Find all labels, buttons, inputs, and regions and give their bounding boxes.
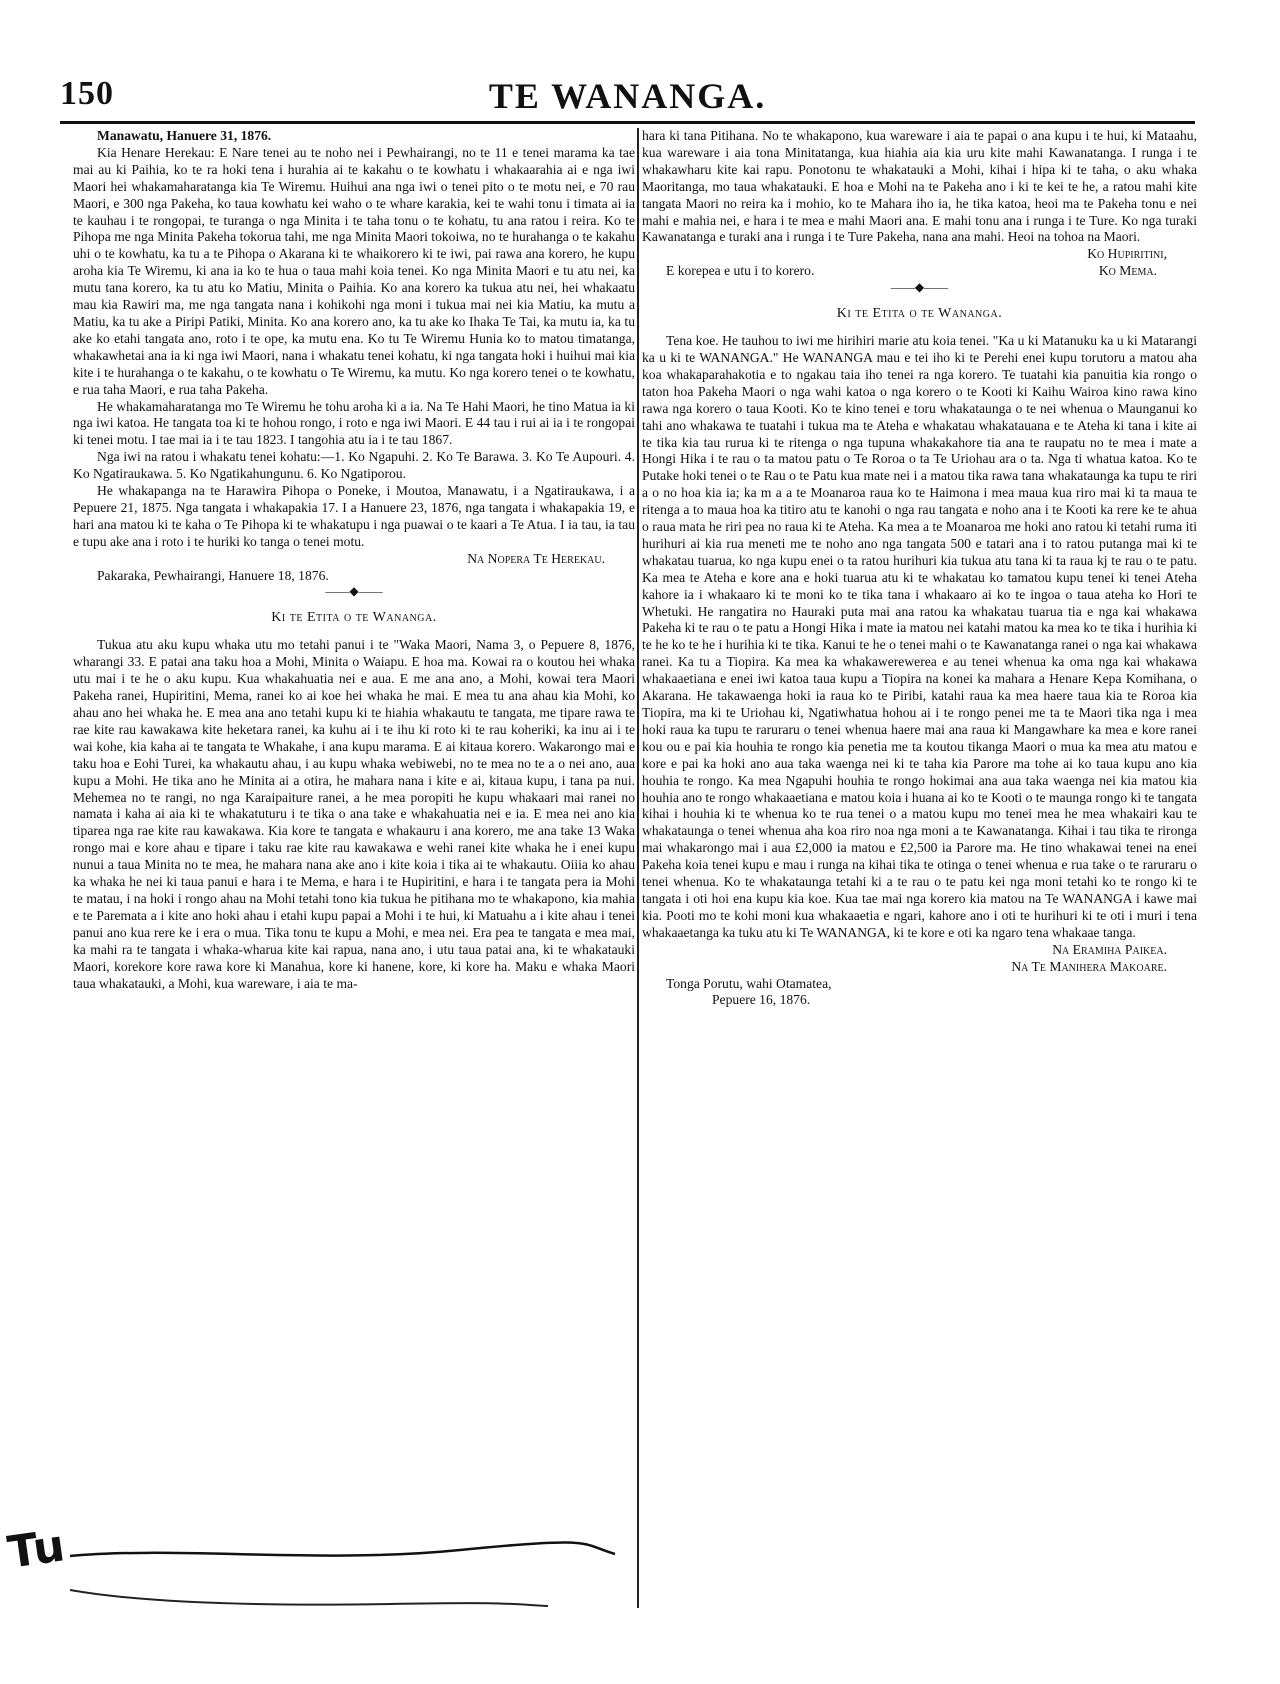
tribes-list: Nga iwi na ratou i whakatu tenei kohatu:—1. Ko Ngapuhi. 2. Ko Te Barawa. 3. Ko Te Aupouri. 4. Ko Ngatiraukawa. 5. Ko Ngatikahungunu. 6. Ko Ngatiporou. (73, 449, 635, 482)
letter-continuation: hara ki tana Pitihana. No te whakapono, kua wareware i aia te papai o ana kupu i te hui, ki Mataahu, kua wareware i aia tona Minitatanga, kua hiahia aia kia uru kite mahi Kawanatanga. I runga i te whakawharu kite kai rapu. Ponotonu te whakatauki a Mohi, kihai i hipa ki te taha, o aku whaka Maoritanga, mo taua whakatauki. E hoa e Mohi na te Pakeha ano i ki te kei te he, a ratou mahi kite tangata Maori no reira ka i mohio, ko te Mahara iho ia, he tika katoa, heoi ma te Pakeha tonu e nei mahi e mahia nei, e hara i te mea e mahi Maori ana. E mahi tonu ana i runga i te Ture. Ko nga turaki Kawanatanga e turaki ana i runga i te Ture Pakeha, nana ana mahi. Heoi na tohoa na Maori. (642, 128, 1197, 245)
signature-line (642, 263, 1197, 280)
date-line: Pepuere 16, 1876. (712, 992, 811, 1008)
left-column (73, 128, 635, 992)
signature: Na Nopera Te Herekau. (467, 550, 605, 566)
stray-ink-line (70, 1582, 550, 1612)
closing-remark: E korepea e utu i to korero. (666, 263, 815, 279)
section-title: Ki te Etita o te Wananga. (271, 610, 437, 626)
column-divider (637, 128, 639, 1608)
dateline: Manawatu, Hanuere 31, 1876. (97, 128, 272, 143)
signature: Na Te Manihera Makoare. (1011, 958, 1167, 974)
place-line: Tonga Porutu, wahi Otamatea, (666, 975, 832, 991)
page-header (60, 75, 1195, 123)
section-divider: ——◆—— (890, 280, 949, 295)
signature: Na Eramiha Paikea. (1052, 941, 1167, 957)
letter-body: Kia Henare Herekau: E Nare tenei au te noho nei i Pewhairangi, no te 11 e tenei marama ka tae mai au ki Paihia, ko te ra hoki tena i hurahia ai te kakahu o te kowhatu i whakaarahia ai e nga iwi Maori hei whakamaharatanga kia Te Wiremu. Huihui ana nga iwi o tenei pito o te motu nei, e 70 rau Maori, e 300 nga Pakeha, ko taua kowhatu kei waho o te whare karakia, kei te wahi tonu i timata ai ia te kauhau i te rongopai, te turanga o nga Minita i te taha tonu o te kohatu, tu ana ratou i reira. Ko te Pihopa me nga Minita Pakeha tokorua tahi, me nga Minita Maori tokoiwa, no te hurahanga o te kakahu uhi o te kowhatu, ka tu a te Pihopa o Akarana ki te whaikorero ki te iwi, pai rawa ana korero, he kupu aroha kia Te Wiremu, ki ana ia ko te hua o taua mahi koia tenei. Ko nga Minita Maori e tu atu nei, ka mutu tana korero, ka tu atu ko Matiu, Minita o Paihia. Ko ana korero ka tukua atu nei, hei whakaatu mau kia Rawiri ma, me nga tangata nana i kohikohi nga moni i tukua mai nei kia Matiu, ka mutu a Matiu, ka tu ake a Piripi Patiki, Minita. Ko ana korero ano, ka tu ake ko Ihaka Te Tai, ka mutu ia, ka tu ake ko etahi tangata ano, roto i te ope, ka mutu ena. Ko tu Te Wiremu Hunia ko to matou timatanga, whakawhetai ana ia ki nga iwi Maori, nana i whakatu tenei kohatu, ki nga tangata hoki i huihui mai kia kite i te hurahanga o te kakahu, o te kowhatu o Te Wiremu, ka mutu. Ko nga korero tenei o te kowhatu, e rua taha Maori, e rua taha Pakeha. (73, 144, 635, 397)
letter-body: Tena koe. He tauhou to iwi me hirihiri marie atu koia tenei. "Ka u ki Matanuku ka u ki Matarangi ka u ki te WANANGA." He WANANGA mau e tei iho ki te Perehi enei kupu torutoru a matou aha koa whakaparahakotia e to ngakau taia iho tenei ra nga korero. Te tuatahi kia panuitia kia rongo o taton hoa Pakeha Maori o nga wahi katoa o nga korero o te Kooti ki Kaihu Wairoa kino rawa kino rawa nga korero o taua Kooti. Ko te kino tenei e toru whakataunga o te nei whenua o Maunganui ko tahi ano whakawa te tuatahi i tukua ma te Ateha e whakatau whakatauana e te Ateha ki tana i kite ai te tika kia tau rurua ki te ritenga o nga tupuna whakakahore tia ana te raupatu no te mea i mate a Hongi Hika i te rau o ta matou patu o Te Roroa o ta Te Uriohau ara o ta. Nga ti whatua katoa. Ko te Putake hoki tenei o te Rau o te Patu kua mate nei i a matou tika rawa tana whakataunga ka tupu te riri a o no hoa kia ia; ka m a a te Moanaroa raua ko te Haimona i mea maua kua riro mai ki ta maua te ritenga a to maua hoa ka titiro atu te kanohi o nga rau tangata e noho ana i te Kooti ka rere ke te ahua o raua mata he riri pea no raua ki te Ateha. Ka mea a te Moanaroa me hoki ano ratou ki tetahi ruma iti hurihuri ai kia rua meneti me te noho ano nga tangata 500 e tatari ana i to ratou putanga mai ki te whakatau tuarua, ko nga kupu enei o ta ratou hurihuri kia tukua atu tana ki ta raua kj te rau o te patu. Ka mea te Ateha e kore ana e hoki tuarua atu ki te whakatau ko tamatou kupu tenei ki tenei Ateha kahore ia i whakaaro ki te moni ko te tika tana i whakaaro ai ko te ingoa o taua ateha ko Hori te Whetuki. He rangatira no Hauraki puta mai ana ratou ka whakatau tuarua tia e nga kai whakawa Pakeha ki te rau o te patu a Hongi Hika i mate ia matou nei katahi matou ka mea ko te tika i hurihia ki te he ko te he i hurihia ki te tika. Kanui te he o tenei mahi o te Kawanatanga ranei o nga kai whakawa ranei. Ka tu a Tiopira. Ka mea ka whakawerewerea e au tenei whenua ka oma nga kai whakawa whakaaetiana e enei iwi katoa taua kupu a Tiopira na konei ka mahara a Henare Kepa Komihana, o Akarana. He takawaenga hoki ia raua ko te Piribi, katahi raua ka mea haere taua kia te Roroa kia Tiopira, ma ki te Uriohau ki, Ngatiwhatua hohou ai i te rongo penei me ta te Maori tika nga i mea hoki raua ka tupu te raruraru o tenei whenua haere mai ana raua ki Mangawhare ka mea e kore ranei kou ou e pai kia houhia te rongo kia penetia me ta koutou tikanga Maori o mua ka mea atu matou e kore e pai ka hoki ano aua taka waenga nei ki te taha kia Parore ma tohe ai ko taua kupu ano kia houhia te rongo. Ka mea Ngapuhi houhia te rongo hokimai ana aua taka waenga nei kia matou kia houhia ano te rongo whakaaetiana e matou koia i huana ai ko te Kooti o te maunga rongo ki te tangata kihai i houhia ki te whenua ko te rua tenei o a matou kupu mo tenei mea he mea whakairi kau te whakataunga o tenei whenua aha koa riro noa nga moni a te Kawanatanga. Kihai i tau tika te rironga mai whakarongo mai i aua £2,000 ia matou e £2,500 ia Parore ma. He tino whakawai tenei na enei Pakeha koia tenei kupu e mau i runga na kihai tika te otinga o tenei whenua e rua take o te raruraru o tenei whenua. Ko te whakataunga tetahi ki a te rau o te patu kei nga moni tetahi ko te rongo ki te tangata i oti hoi ena kupu kia koe. Kua tae mai nga korero kia matou na Te WANANGA i kawe mai kia. Pooti mo te kohi moni kua whakaaetia e ngari, kahore ano i oti te hurihuri ki te oti i muri i tena whakaaetanga ka tuku atu ki Te WANANGA, ki te kore e oti ka ngaro tena whakaae tanga. (642, 333, 1197, 940)
right-column (642, 128, 1197, 1009)
confirmation-paragraph: He whakapanga na te Harawira Pihopa o Poneke, i Moutoa, Manawatu, i a Ngatiraukawa, i a Pepuere 21, 1875. Nga tangata i whakapakia 17. I a Hanuere 23, 1876, nga tangata i whakapakia 19, e hari ana matou ki te kaha o Te Pihopa ki te whakatupu i nga puawai o te kaari a Te Atua. I ia tau, ia tau e tupu ake ana i roto i te huriki ko tanga o tenei motu. (73, 483, 635, 549)
letter-body: Tukua atu aku kupu whaka utu mo tetahi panui i te "Waka Maori, Nama 3, o Pepuere 8, 1876, wharangi 33. E patai ana taku hoa a Mohi, Minita o Waiapu. E hoa ma. Kowai ra o koutou hei whaka utu mai i te he o aku kupu. Kua whakahuatia nei e aua. E me ana ano, a Mohi, kowai tera Maori Pakeha ranei, Hupiritini, Mema, ranei ko ai koe hei whaka he mai. E mea tu ana ahau kia Mohi, ko ahau ano hei whaka he. E mea ana ano tetahi kupu ki te hiahia whakautu te tangata, me tipare rawa te rae kite rau kawakawa kite heketara ranei, ka kuhu ai i te ihu ki roto ki te rau koheriki, ka inu ai i te wai kohe, kia kaha ai te tangata te Whakahe, i ana kupu marama. E ai kitaua korero. Wakarongo mai e taku hoa e Eohi Turei, ka whakautu ahau, i au kupu whaka webiwebi, no te mea no te a o nei ano, aua kupu a Mohi. He tika ano he Minita ai a otira, he mahara nana i kite e ai, kitaua kupu, i tana pa nui. Mehemea no te rangi, no nga Karaipaiture ranei, a he mea poropiti he kupu whakaari mai ranei no namata i kaha ai aia ki te whakatuturu i te tika o ana take e whakahuatia nei e ia. E mea nei ano kia tiparea nga rae kite rau kawakawa. Kia kore te tangata e whakauru i ana korero, me ana take 13 Waka rongo mai e kore ahau e tipare i taku rae kite rau kawakawa e wehi ranei kite whaka he i enei kupu nunui a taua Minita no te mea, he mahara nana ake ano i kite koia i tika ai te whakautu. Oiiia ko ahau ka whaka he nei ki taua panui e hara i te Mema, e hara i te Hupiritini, e hara i te tangata pera ia Mohi te matau, i na hoki i rongo ahau na Mohi tetahi tono kia tukua he pitihana mo te whakapono, kia mahia e te Paremata a i kite ano hoki ahau i etahi kupu papai a Mohi i te hui, ki Matuahu a i kite ahau i tenei panui ano kua rere ke i era o mua. Tika tonu te kupu a Mohi, e mea nei. Era pea te tangata e mea mai, ka mahi ra te tangata i whaka-wharua kite kai rapua, nana ano, i utu taua patai ana, ki te whakatauki Maori, korekore kore rawa kore ki Manahua, kore ki hanene, kore, ki kore ha. Maku e whaka Maori taua whakatauki, a Mohi, kua wareware, i aia te ma- (73, 637, 635, 991)
handwritten-margin-mark: Tu (4, 1520, 68, 1579)
signature: Ko Hupiritini, (1087, 246, 1167, 262)
place-date: Pakaraka, Pewhairangi, Hanuere 18, 1876. (97, 567, 329, 583)
header-rule (60, 121, 1195, 124)
page-number: 150 (60, 75, 114, 112)
section-divider: ——◆—— (325, 584, 383, 599)
masthead-title: TE WANANGA. (488, 76, 767, 116)
handwritten-underline (60, 1536, 620, 1566)
signature: Ko Mema. (1098, 263, 1157, 279)
inscription-text: He whakamaharatanga mo Te Wiremu he tohu aroha ki a ia. Na Te Hahi Maori, he tino Matua ia ki nga iwi katoa. He tangata toa ki te hohou rongo, i roto e nga iwi Maori. E 44 tau i rui ai ia i te rongopai ki tenei motu. I tae mai ia i te tau 1823. I tangohia atu ia i te tau 1867. (73, 398, 635, 448)
section-title: Ki te Etita o te Wananga. (836, 306, 1003, 322)
